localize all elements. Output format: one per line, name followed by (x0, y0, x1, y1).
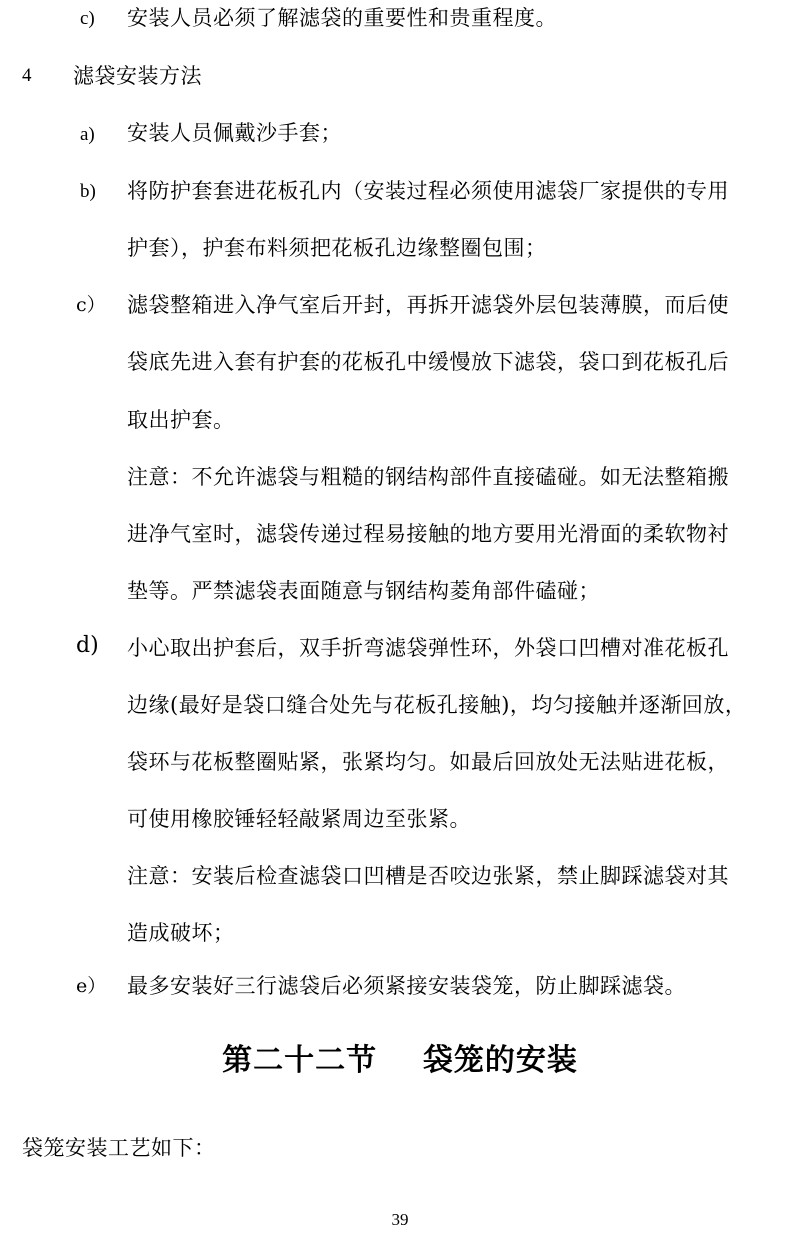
note-line: 进净气室时，滤袋传递过程易接触的地方要用光滑面的柔软物衬 (127, 522, 729, 546)
note-line: 垫等。严禁滤袋表面随意与钢结构菱角部件磕碰； (127, 579, 600, 603)
section-number: 4 (22, 65, 32, 86)
item-marker: c） (76, 294, 106, 316)
section-title: 滤袋安装方法 (73, 64, 202, 88)
note-line: 注意：安装后检查滤袋口凹槽是否咬边张紧，禁止脚踩滤袋对其 (127, 864, 729, 888)
page-number: 39 (391, 1210, 409, 1229)
item-text-line: 最多安装好三行滤袋后必须紧接安装袋笼，防止脚踩滤袋。 (127, 974, 686, 998)
item-marker: e） (76, 975, 107, 997)
item-text-line: 袋底先进入套有护套的花板孔中缓慢放下滤袋，袋口到花板孔后 (127, 350, 729, 374)
item-marker: d) (76, 633, 99, 658)
item-marker: b) (80, 181, 96, 202)
section-heading: 第二十二节 袋笼的安装 (222, 1043, 578, 1078)
item-marker: a) (80, 124, 95, 145)
item-text-line: 滤袋整箱进入净气室后开封，再拆开滤袋外层包装薄膜，而后使 (127, 293, 729, 317)
intro-text: 袋笼安装工艺如下： (22, 1136, 216, 1160)
item-text-line: 袋环与花板整圈贴紧，张紧均匀。如最后回放处无法贴进花板， (127, 750, 729, 774)
item-text-line: 将防护套套进花板孔内（安装过程必须使用滤袋厂家提供的专用 (127, 179, 729, 203)
item-text-line: 小心取出护套后，双手折弯滤袋弹性环，外袋口凹槽对准花板孔 (127, 636, 729, 660)
item-text-line: 安装人员佩戴沙手套； (127, 121, 342, 145)
item-text-line: 边缘(最好是袋口缝合处先与花板孔接触)，均匀接触并逐渐回放， (127, 693, 747, 717)
item-text-line: 护套），护套布料须把花板孔边缘整圈包围； (127, 236, 547, 260)
item-marker: c) (80, 8, 95, 29)
note-line: 注意：不允许滤袋与粗糙的钢结构部件直接磕碰。如无法整箱搬 (127, 465, 729, 489)
item-text-line: 取出护套。 (127, 408, 235, 432)
note-line: 造成破坏； (127, 921, 235, 945)
item-text-line: 可使用橡胶锤轻轻敲紧周边至张紧。 (127, 807, 471, 831)
item-text-line: 安装人员必须了解滤袋的重要性和贵重程度。 (127, 6, 557, 30)
